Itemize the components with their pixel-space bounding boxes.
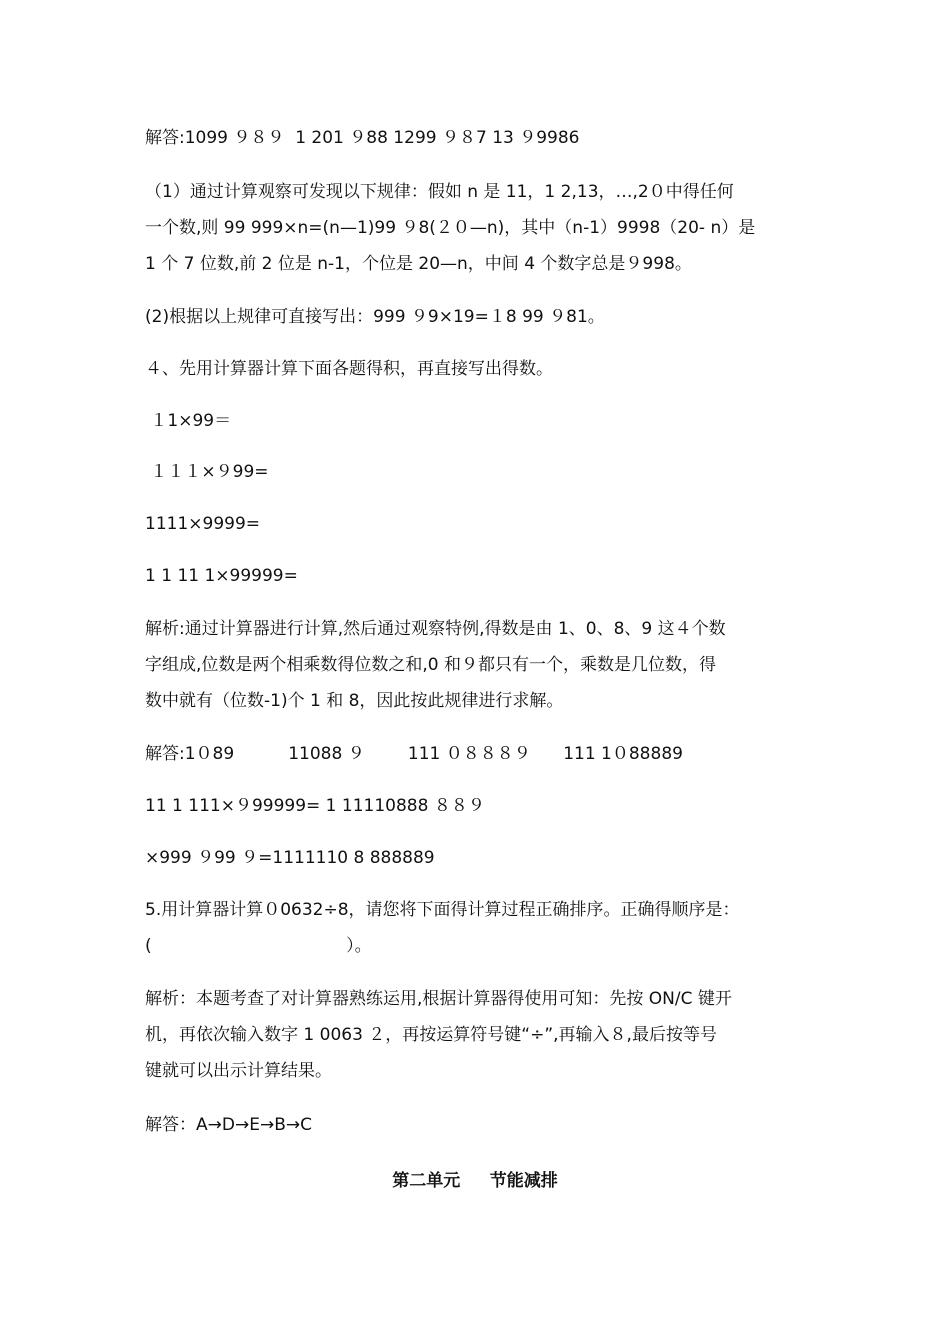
analysis-4-line-2: 字组成,位数是两个相乘数得位数之和,0 和９都只有一个，乘数是几位数，得 — [145, 655, 717, 675]
analysis-4-line-3: 数中就有（位数-1)个 1 和 8，因此按此规律进行求解。 — [145, 691, 564, 711]
rule-paragraph-line-2: 一个数,则 99 999×n=(n—1)99 ９8(２０—n)，其中（n-1）9998（20- n）是 — [145, 218, 756, 238]
analysis-5-line-3: 键就可以出示计算结果。 — [145, 1061, 332, 1081]
unit-heading: 第二单元 节能减排 — [392, 1171, 558, 1191]
question-4-expression-2: １１１×９99= — [145, 462, 269, 482]
answer-line-1: 解答:1099 ９８９ 1 201 ９88 1299 ９８7 13 ９9986 — [145, 128, 580, 148]
answer-4-line-1: 解答:1０89 11088 ９ 111 ０８８８９ 111 1０88889 — [145, 744, 683, 764]
answer-5: 解答：A→D→E→B→C — [145, 1115, 312, 1135]
analysis-4-line-1: 解析:通过计算器进行计算,然后通过观察特例,得数是由 1、0、8、9 这４个数 — [145, 619, 726, 639]
analysis-5-line-2: 机，再依次输入数字 1 0063 ２，再按运算符号键“÷”,再输入８,最后按等号 — [145, 1025, 717, 1045]
analysis-5-line-1: 解析：本题考查了对计算器熟练运用,根据计算器得使用可知：先按 ON/C 键开 — [145, 989, 732, 1009]
question-4-title: ４、先用计算器计算下面各题得积，再直接写出得数。 — [145, 359, 553, 379]
rule-paragraph-line-1: （1）通过计算观察可发现以下规律：假如 n 是 11，1 2,13，…,2０中得任何 — [145, 182, 734, 202]
rule-paragraph-2: (2)根据以上规律可直接写出：999 ９9×19=１8 99 ９81。 — [145, 307, 605, 327]
answer-4-line-3: ×999 ９99 ９=1111110 8 888889 — [145, 848, 435, 868]
question-5-line-1: 5.用计算器计算０0632÷8，请您将下面得计算过程正确排序。正确得顺序是： — [145, 900, 740, 920]
answer-4-line-2: 11 1 111×９99999= 1 11110888 ８８９ — [145, 796, 485, 816]
question-4-expression-4: 1 1 11 1×99999= — [145, 566, 298, 586]
question-4-expression-1: １1×99＝ — [145, 411, 232, 431]
question-4-expression-3: 1111×9999= — [145, 514, 261, 534]
rule-paragraph-line-3: 1 个 7 位数,前 2 位是 n-1，个位是 20—n，中间 4 个数字总是９998。 — [145, 254, 692, 274]
question-5-answer-blank: ( ）。 — [145, 936, 372, 956]
